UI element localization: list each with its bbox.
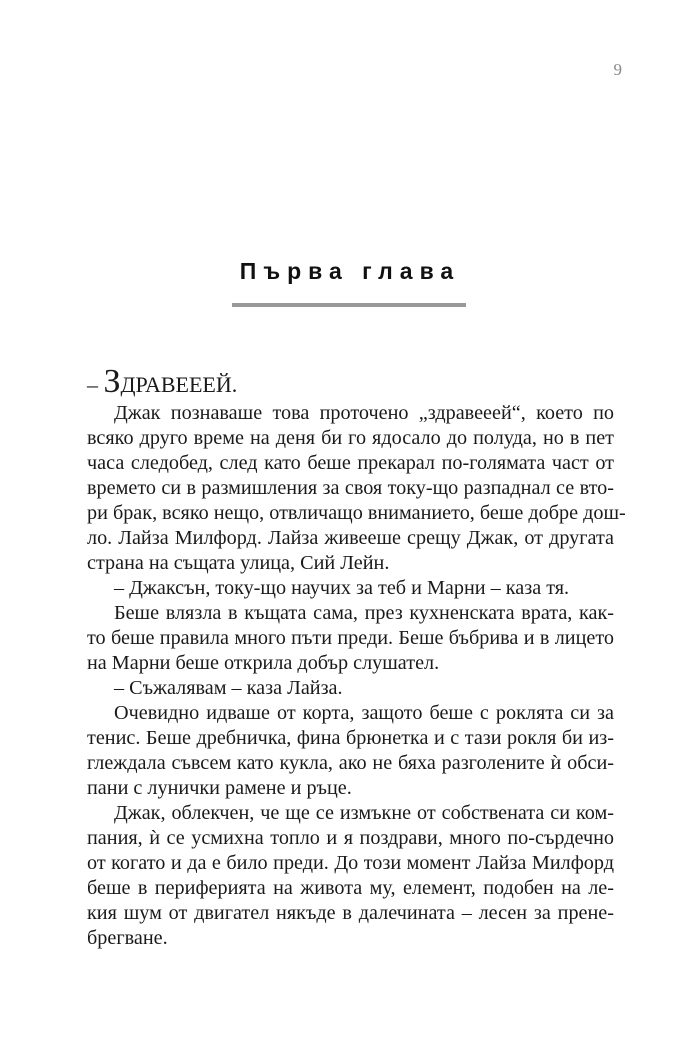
text-line: Джак, облекчен, че ще се измъкне от собствената си ком- <box>114 802 614 824</box>
chapter-title: Първа глава <box>239 258 461 284</box>
body-text <box>87 363 626 951</box>
text-line: Джак познаваше това проточено „здравееей“, което по <box>114 402 614 424</box>
text-line: глеждала съвсем като кукла, ако не бяха разголените ѝ обси- <box>87 752 614 774</box>
text-line: беше в периферията на живота му, елемент, подобен на ле- <box>87 877 614 899</box>
text-line: пани с лунички рамене и ръце. <box>87 777 352 799</box>
text-line: на Марни беше открила добър слушател. <box>87 652 440 674</box>
opening-rest: ДРАВЕЕЕЙ. <box>120 372 238 397</box>
text-line: тенис. Беше дребничка, фина брюнетка и с тази рокля би из- <box>87 727 614 749</box>
text-line: – Съжалявам – каза Лайза. <box>114 677 343 699</box>
opening-dash: – <box>87 372 98 397</box>
text-line: брегване. <box>87 927 168 949</box>
drop-cap: З <box>103 363 121 400</box>
text-line: Беше влязла в къщата сама, през кухненската врата, как- <box>114 602 614 624</box>
text-line: ло. Лайза Милфорд. Лайза живееше срещу Джак, от другата <box>87 527 614 549</box>
text-line: пания, ѝ се усмихна топло и я поздрави, много по-сърдечно <box>87 827 614 849</box>
title-divider <box>232 303 466 307</box>
text-line: ри брак, всяко нещо, отвличащо вниманието, беше добре дош- <box>87 502 626 524</box>
text-line: страна на същата улица, Сий Лейн. <box>87 552 390 574</box>
text-line: всяко друго време на деня би го ядосало до полуда, но в пет <box>87 427 614 449</box>
text-line: то беше правила много пъти преди. Беше бъбрива и в лицето <box>87 627 614 649</box>
text-line: – Джаксън, току-що научих за теб и Марни – каза тя. <box>114 577 570 599</box>
page-number: 9 <box>613 60 622 79</box>
text-line: времето си в размишления за своя току-що разпаднал се вто- <box>87 477 614 499</box>
opening-line <box>87 363 614 401</box>
text-line: от когато и да е било преди. До този момент Лайза Милфорд <box>87 852 614 874</box>
text-line: Очевидно идваше от корта, защото беше с роклята си за <box>114 702 614 724</box>
text-line: часа следобед, след като беше прекарал по-голямата част от <box>87 452 614 474</box>
text-line: кия шум от двигател някъде в далечината – лесен за прене- <box>87 902 614 924</box>
